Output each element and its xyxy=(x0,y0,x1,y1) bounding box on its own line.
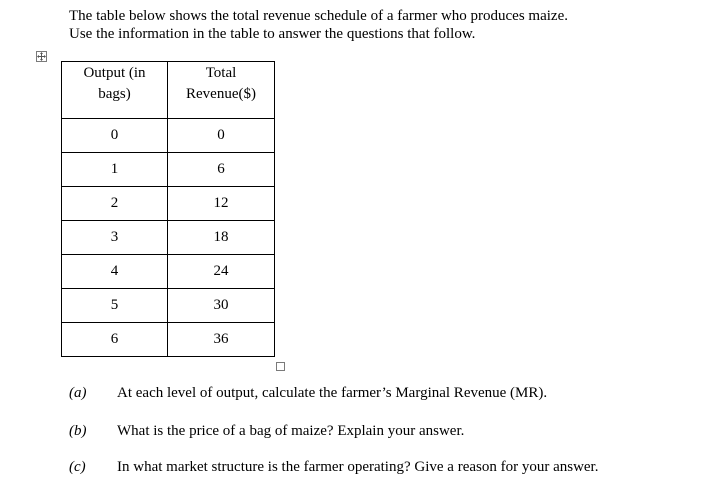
output-cell: 1 xyxy=(62,153,168,187)
table-move-handle-icon[interactable] xyxy=(36,51,47,62)
question-text: What is the price of a bag of maize? Explain your answer. xyxy=(117,423,465,439)
output-cell: 5 xyxy=(62,289,168,323)
output-cell: 0 xyxy=(62,119,168,153)
question-label: (a) xyxy=(69,385,87,401)
question-b xyxy=(69,423,464,440)
output-cell: 6 xyxy=(62,323,168,357)
output-cell: 4 xyxy=(62,255,168,289)
revenue-cell: 0 xyxy=(168,119,275,153)
question-text: At each level of output, calculate the farmer’s Marginal Revenue (MR). xyxy=(117,385,548,401)
table-header-row xyxy=(62,62,275,119)
intro-line-1: The table below shows the total revenue schedule of a farmer who produces maize. xyxy=(69,8,568,24)
table-row xyxy=(62,187,275,221)
revenue-header-line-1: Total xyxy=(205,65,237,81)
table-row xyxy=(62,153,275,187)
output-cell: 2 xyxy=(62,187,168,221)
revenue-header-line-2: Revenue($) xyxy=(186,86,256,102)
revenue-header xyxy=(168,62,275,119)
output-header-line-2: bags) xyxy=(98,86,131,102)
intro-line-2: Use the information in the table to answer the questions that follow. xyxy=(69,26,476,42)
intro-paragraph xyxy=(69,7,568,43)
revenue-cell: 36 xyxy=(168,323,275,357)
output-header xyxy=(62,62,168,119)
table-row xyxy=(62,323,275,357)
output-cell: 3 xyxy=(62,221,168,255)
output-header-line-1: Output (in xyxy=(83,65,146,81)
question-a xyxy=(69,385,547,402)
table-resize-handle-icon[interactable] xyxy=(276,362,285,371)
revenue-cell: 12 xyxy=(168,187,275,221)
table-row xyxy=(62,289,275,323)
revenue-table xyxy=(61,61,275,357)
revenue-cell: 30 xyxy=(168,289,275,323)
question-label: (c) xyxy=(69,459,86,475)
revenue-cell: 24 xyxy=(168,255,275,289)
table-row xyxy=(62,221,275,255)
revenue-cell: 6 xyxy=(168,153,275,187)
question-text: In what market structure is the farmer operating? Give a reason for your answer. xyxy=(117,459,599,475)
table-row xyxy=(62,255,275,289)
question-c xyxy=(69,459,598,476)
question-label: (b) xyxy=(69,423,87,439)
revenue-cell: 18 xyxy=(168,221,275,255)
move-arrows-icon xyxy=(37,52,46,61)
table-row xyxy=(62,119,275,153)
